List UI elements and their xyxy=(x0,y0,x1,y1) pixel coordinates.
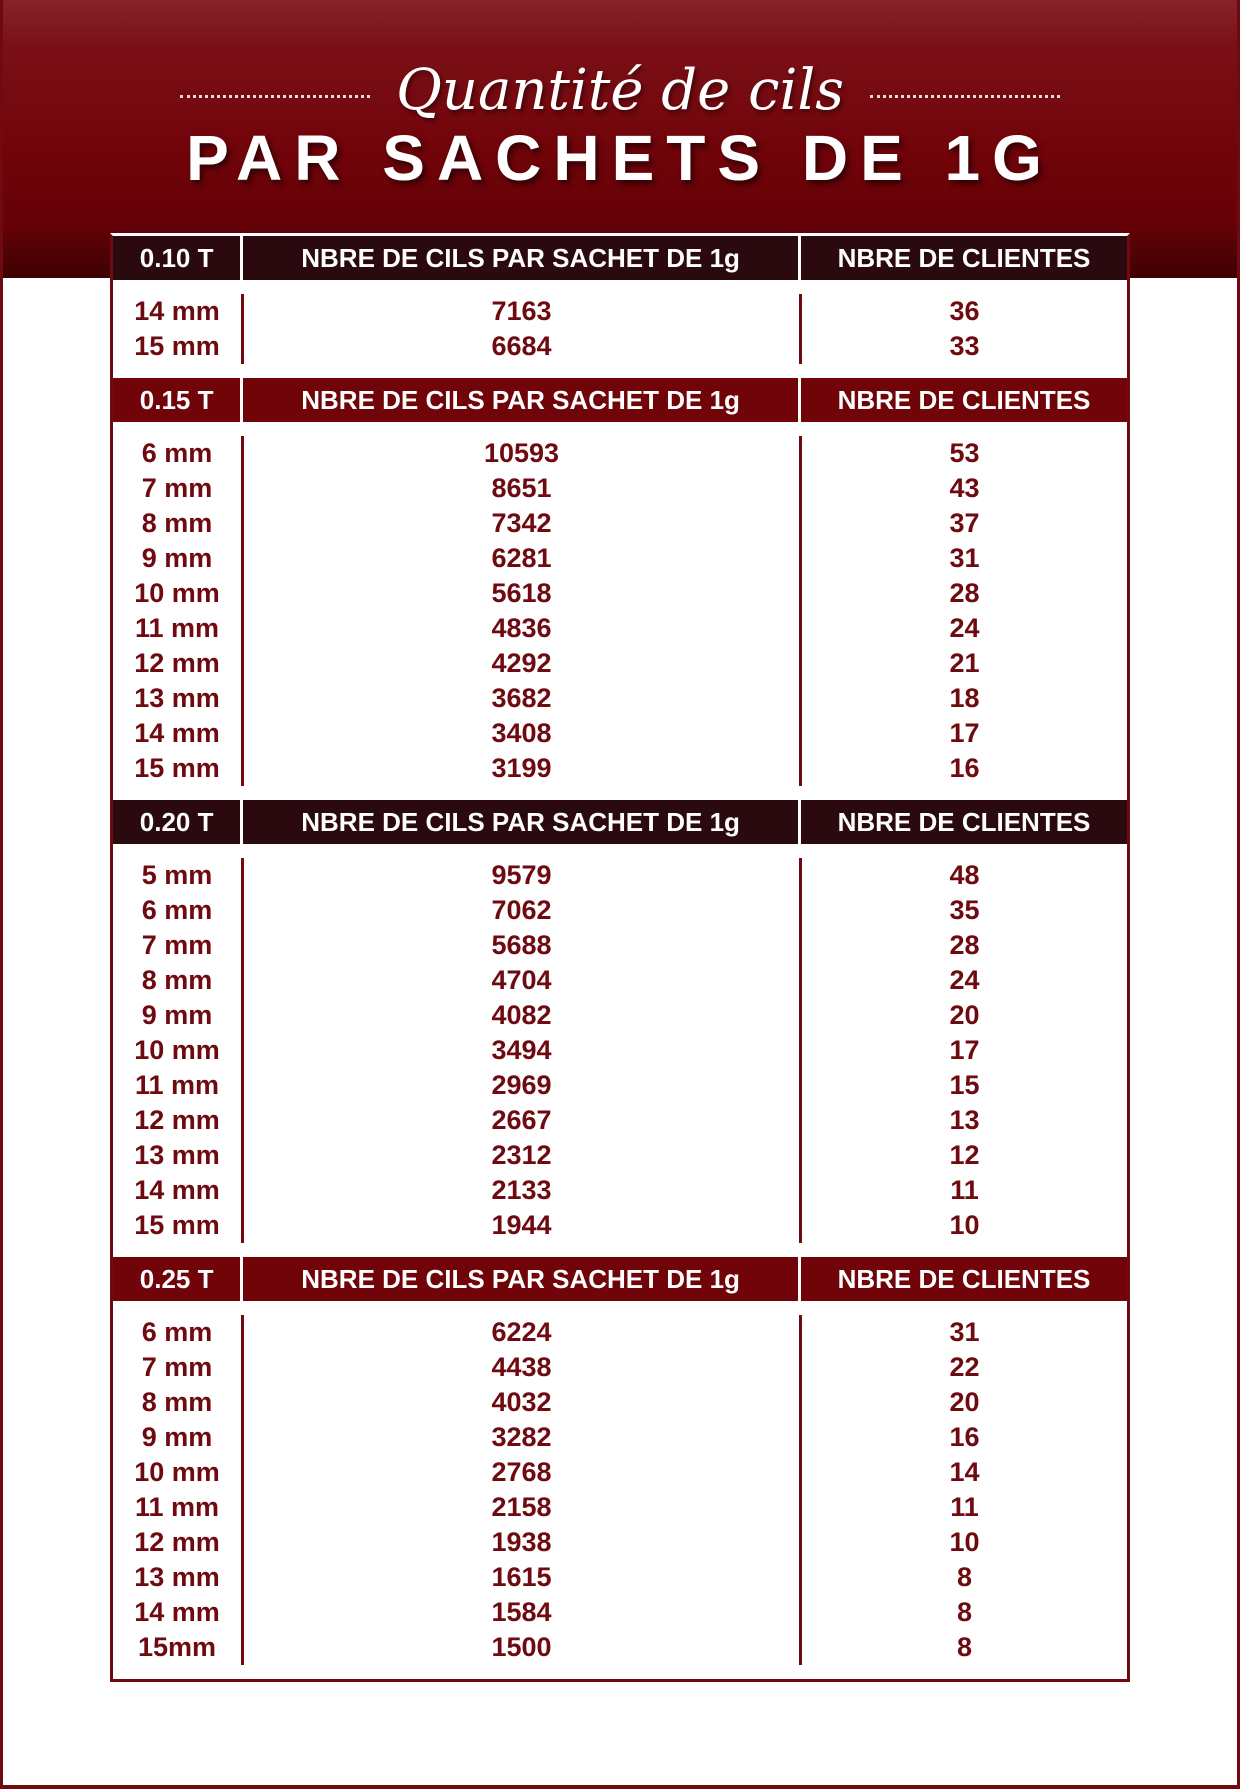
column-header-clients: NBRE DE CLIENTES xyxy=(798,1257,1127,1301)
clients-value: 28 xyxy=(949,930,980,960)
length-value: 9 mm xyxy=(141,1422,213,1452)
clients-value: 36 xyxy=(949,296,980,326)
table-section xyxy=(113,378,1127,800)
clients-value: 8 xyxy=(956,1597,973,1627)
lash-count-value: 4082 xyxy=(491,1000,552,1030)
lash-count-value: 1584 xyxy=(491,1597,552,1627)
lash-count-value: 7342 xyxy=(491,508,552,538)
length-value: 8 mm xyxy=(141,965,213,995)
length-value: 11 mm xyxy=(134,1492,220,1522)
section-header xyxy=(113,800,1127,844)
clients-value: 31 xyxy=(949,1317,980,1347)
clients-value: 12 xyxy=(949,1140,980,1170)
clients-value: 37 xyxy=(949,508,980,538)
lash-count-value: 3199 xyxy=(491,753,552,783)
length-value: 7 mm xyxy=(141,473,213,503)
section-rows xyxy=(113,422,1127,800)
clients-value: 20 xyxy=(949,1387,980,1417)
length-value: 6 mm xyxy=(141,1317,213,1347)
lash-count-value: 3682 xyxy=(491,683,552,713)
clients-value: 22 xyxy=(949,1352,980,1382)
lash-count-value: 7163 xyxy=(491,296,552,326)
clients-value: 24 xyxy=(949,613,980,643)
lash-count-value: 4438 xyxy=(491,1352,552,1382)
thickness-label: 0.15 T xyxy=(139,384,214,415)
lash-count-value: 6281 xyxy=(491,543,552,573)
column-count xyxy=(241,294,799,364)
column-header-clients: NBRE DE CLIENTES xyxy=(798,800,1127,844)
section-header xyxy=(113,236,1127,280)
length-value: 5 mm xyxy=(141,860,213,890)
lash-count-value: 4836 xyxy=(491,613,552,643)
thickness-label: 0.10 T xyxy=(139,242,214,273)
lash-count-value: 2158 xyxy=(491,1492,552,1522)
thickness-label: 0.20 T xyxy=(139,806,214,837)
script-title: Quantité de cils xyxy=(396,57,844,123)
clients-value: 18 xyxy=(949,683,980,713)
clients-value: 20 xyxy=(949,1000,980,1030)
section-header xyxy=(113,1257,1127,1301)
column-header-count: NBRE DE CILS PAR SACHET DE 1g xyxy=(240,1257,798,1301)
table-section xyxy=(113,800,1127,1257)
lash-count-value: 1615 xyxy=(491,1562,552,1592)
length-value: 6 mm xyxy=(141,895,213,925)
column-count xyxy=(241,436,799,786)
length-value: 15 mm xyxy=(134,331,220,361)
length-value: 7 mm xyxy=(141,930,213,960)
lash-count-value: 4704 xyxy=(491,965,552,995)
clients-value: 21 xyxy=(949,648,980,678)
lash-count-value: 10593 xyxy=(483,438,560,468)
length-value: 12 mm xyxy=(134,1105,220,1135)
length-value: 9 mm xyxy=(141,543,213,573)
length-value: 14 mm xyxy=(134,1597,220,1627)
lash-count-value: 3408 xyxy=(491,718,552,748)
length-value: 15 mm xyxy=(134,753,220,783)
clients-value: 35 xyxy=(949,895,980,925)
lash-count-value: 5618 xyxy=(491,578,552,608)
clients-value: 16 xyxy=(949,1422,980,1452)
length-value: 10 mm xyxy=(134,1457,220,1487)
lash-count-value: 4292 xyxy=(491,648,552,678)
length-value: 9 mm xyxy=(141,1000,213,1030)
clients-value: 31 xyxy=(949,543,980,573)
clients-value: 17 xyxy=(949,1035,980,1065)
length-value: 14 mm xyxy=(134,1175,220,1205)
clients-value: 10 xyxy=(949,1527,980,1557)
lash-count-value: 1938 xyxy=(491,1527,552,1557)
column-header-count: NBRE DE CILS PAR SACHET DE 1g xyxy=(240,378,798,422)
lash-count-value: 7062 xyxy=(491,895,552,925)
lash-count-value: 8651 xyxy=(491,473,552,503)
column-length xyxy=(113,1315,241,1665)
length-value: 12 mm xyxy=(134,1527,220,1557)
length-value: 11 mm xyxy=(134,613,220,643)
clients-value: 10 xyxy=(949,1210,980,1240)
lash-count-value: 2768 xyxy=(491,1457,552,1487)
length-value: 10 mm xyxy=(134,578,220,608)
length-value: 14 mm xyxy=(134,296,220,326)
lash-count-value: 2969 xyxy=(491,1070,552,1100)
clients-value: 16 xyxy=(949,753,980,783)
clients-value: 17 xyxy=(949,718,980,748)
clients-value: 24 xyxy=(949,965,980,995)
length-value: 15mm xyxy=(137,1632,217,1662)
column-header-clients: NBRE DE CLIENTES xyxy=(798,378,1127,422)
lash-count-value: 3282 xyxy=(491,1422,552,1452)
column-clients xyxy=(799,294,1127,364)
lash-count-value: 1500 xyxy=(491,1632,552,1662)
lash-quantity-table xyxy=(110,233,1130,1682)
clients-value: 8 xyxy=(956,1562,973,1592)
length-value: 8 mm xyxy=(141,508,213,538)
lash-count-value: 6684 xyxy=(491,331,552,361)
lash-count-value: 6224 xyxy=(491,1317,552,1347)
column-clients xyxy=(799,1315,1127,1665)
length-value: 7 mm xyxy=(141,1352,213,1382)
clients-value: 11 xyxy=(950,1492,979,1522)
column-length xyxy=(113,436,241,786)
section-rows xyxy=(113,1301,1127,1679)
clients-value: 13 xyxy=(949,1105,980,1135)
table-section xyxy=(113,236,1127,378)
lash-count-value: 1944 xyxy=(491,1210,552,1240)
lash-count-value: 3494 xyxy=(491,1035,552,1065)
lash-count-value: 5688 xyxy=(491,930,552,960)
length-value: 13 mm xyxy=(134,1140,220,1170)
section-header xyxy=(113,378,1127,422)
clients-value: 43 xyxy=(949,473,980,503)
column-clients xyxy=(799,436,1127,786)
main-title: PAR SACHETS DE 1G xyxy=(186,122,1054,194)
clients-value: 11 xyxy=(950,1175,979,1205)
length-value: 6 mm xyxy=(141,438,213,468)
lash-count-value: 2133 xyxy=(491,1175,552,1205)
section-rows xyxy=(113,844,1127,1257)
clients-value: 15 xyxy=(949,1070,980,1100)
column-header-count: NBRE DE CILS PAR SACHET DE 1g xyxy=(240,800,798,844)
clients-value: 33 xyxy=(949,331,980,361)
table-section xyxy=(113,1257,1127,1679)
column-count xyxy=(241,858,799,1243)
column-length xyxy=(113,294,241,364)
clients-value: 14 xyxy=(949,1457,980,1487)
length-value: 14 mm xyxy=(134,718,220,748)
column-header-count: NBRE DE CILS PAR SACHET DE 1g xyxy=(240,236,798,280)
thickness-label: 0.25 T xyxy=(139,1263,214,1294)
lash-count-value: 4032 xyxy=(491,1387,552,1417)
clients-value: 28 xyxy=(949,578,980,608)
length-value: 13 mm xyxy=(134,1562,220,1592)
lash-count-value: 2667 xyxy=(491,1105,552,1135)
length-value: 15 mm xyxy=(134,1210,220,1240)
column-clients xyxy=(799,858,1127,1243)
length-value: 11 mm xyxy=(134,1070,220,1100)
lash-count-value: 2312 xyxy=(491,1140,552,1170)
column-count xyxy=(241,1315,799,1665)
length-value: 8 mm xyxy=(141,1387,213,1417)
section-rows xyxy=(113,280,1127,378)
column-length xyxy=(113,858,241,1243)
length-value: 10 mm xyxy=(134,1035,220,1065)
length-value: 12 mm xyxy=(134,648,220,678)
column-header-clients: NBRE DE CLIENTES xyxy=(798,236,1127,280)
length-value: 13 mm xyxy=(134,683,220,713)
clients-value: 53 xyxy=(949,438,980,468)
lash-count-value: 9579 xyxy=(491,860,552,890)
clients-value: 8 xyxy=(956,1632,973,1662)
clients-value: 48 xyxy=(949,860,980,890)
